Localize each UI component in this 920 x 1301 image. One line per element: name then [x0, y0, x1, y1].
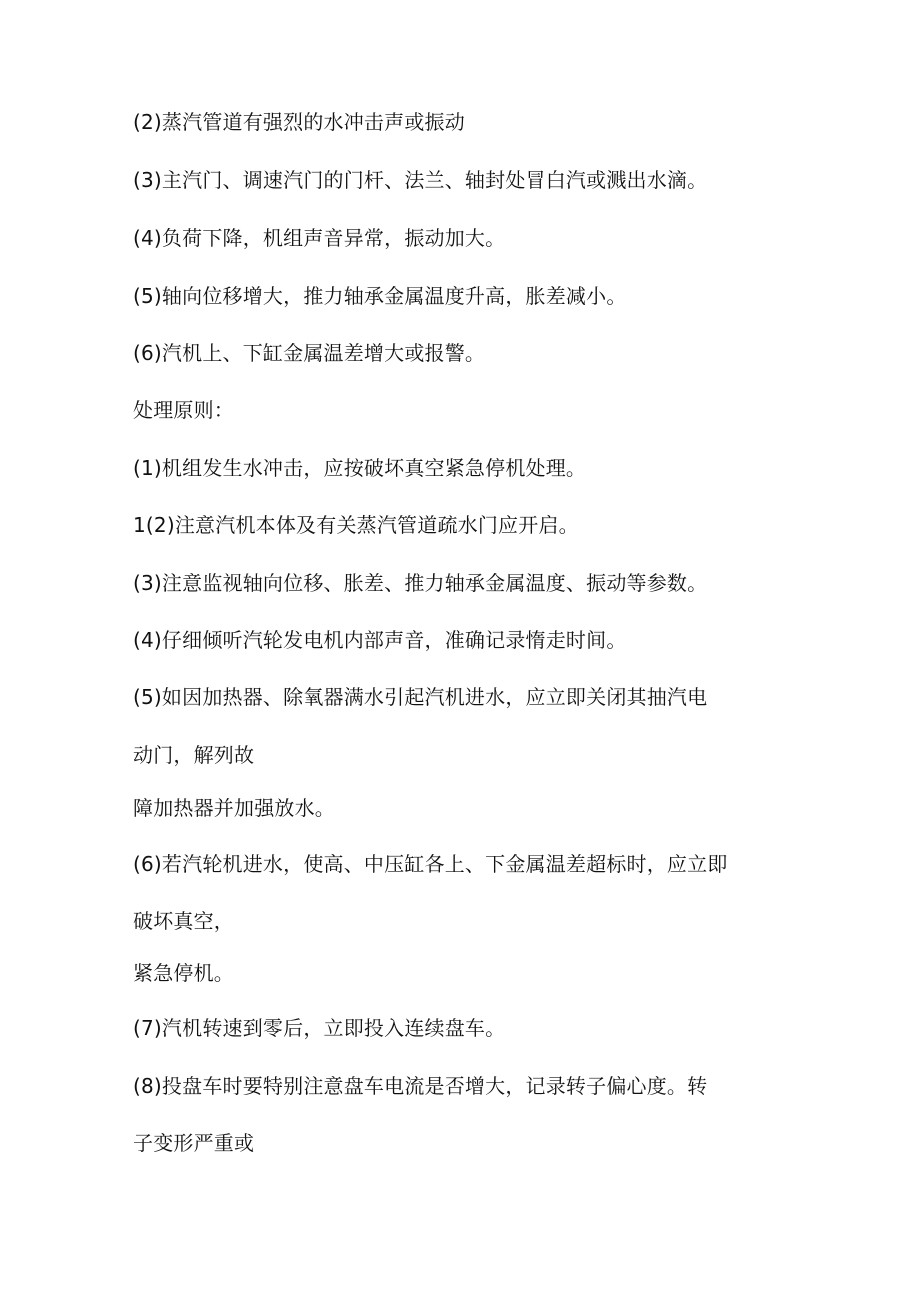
text-line: (3)注意监视轴向位移、胀差、推力轴承金属温度、振动等参数。 — [133, 571, 708, 595]
text-line: (2)蒸汽管道有强烈的水冲击声或振动 — [133, 110, 465, 134]
text-line: (8)投盘车时要特别注意盘车电流是否增大，记录转子偏心度。转 — [133, 1074, 708, 1098]
text-line: (3)主汽门、调速汽门的门杆、法兰、轴封处冒白汽或溅出水滴。 — [133, 168, 708, 192]
text-line: (5)轴向位移增大，推力轴承金属温度升高，胀差减小。 — [133, 284, 627, 308]
text-line: 障加热器并加强放水。 — [133, 796, 335, 820]
text-line: 动门，解列故 — [133, 743, 255, 767]
text-line: (6)汽机上、下缸金属温差增大或报警。 — [133, 341, 486, 365]
text-line: (1)机组发生水冲击，应按破坏真空紧急停机处理。 — [133, 456, 587, 480]
text-line: (6)若汽轮机进水，使高、中压缸各上、下金属温差超标时，应立即 — [133, 852, 728, 876]
text-line: (5)如因加热器、除氧器满水引起汽机进水，应立即关闭其抽汽电 — [133, 685, 708, 709]
text-line: 紧急停机。 — [133, 961, 234, 985]
section-heading: 处理原则： — [133, 398, 234, 422]
text-line: (4)仔细倾听汽轮发电机内部声音，准确记录惰走时间。 — [133, 628, 627, 652]
text-line: 破坏真空， — [133, 909, 234, 933]
text-line: 子变形严重或 — [133, 1131, 255, 1155]
text-line: (7)汽机转速到零后，立即投入连续盘车。 — [133, 1016, 506, 1040]
text-line: (4)负荷下降，机组声音异常，振动加大。 — [133, 226, 506, 250]
text-line: 1(2)注意汽机本体及有关蒸汽管道疏水门应开启。 — [133, 513, 579, 537]
